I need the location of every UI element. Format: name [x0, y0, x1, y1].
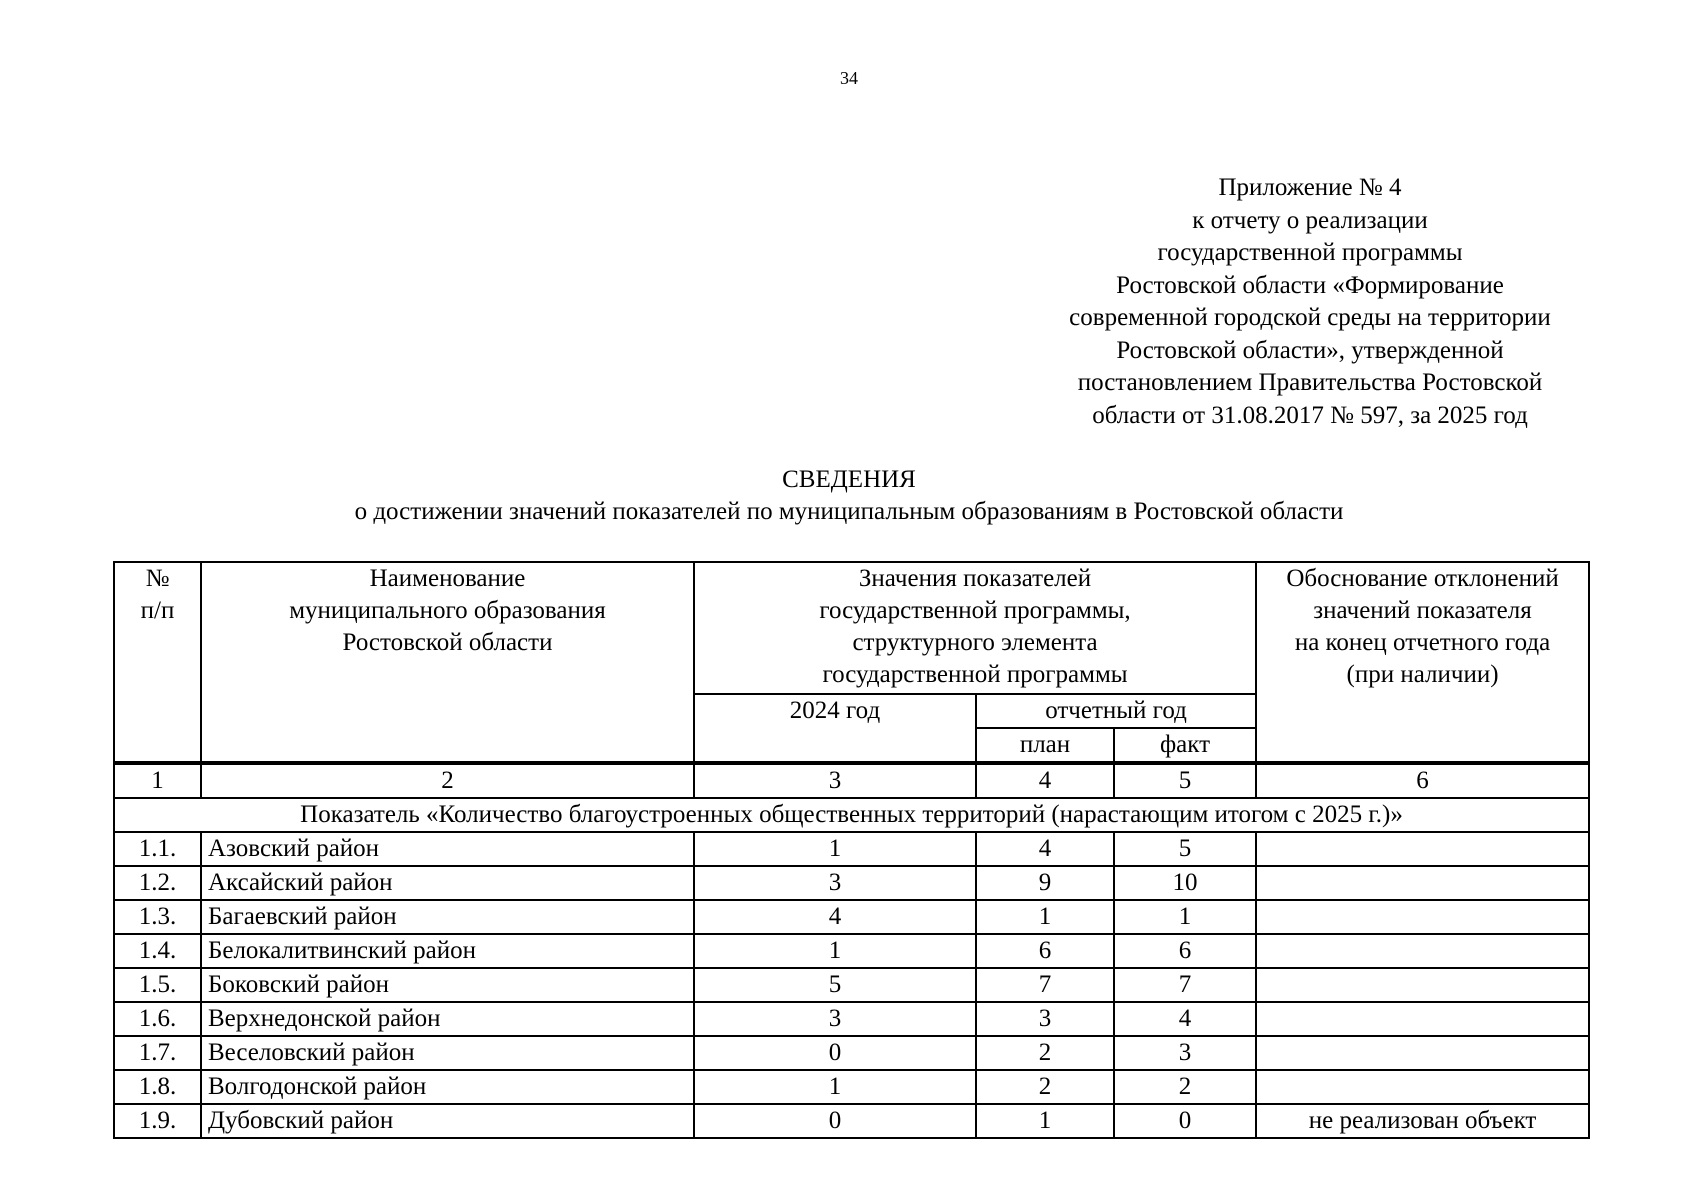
value-fact: 6 [1114, 934, 1256, 968]
header-report-year: отчетный год [976, 694, 1256, 728]
municipality-name: Аксайский район [201, 866, 694, 900]
header-text: значений показателя [1313, 597, 1532, 624]
row-number: 1.9. [114, 1104, 201, 1138]
value-plan: 4 [976, 832, 1114, 866]
column-number: 6 [1256, 763, 1589, 798]
row-number: 1.8. [114, 1070, 201, 1104]
row-number: 1.5. [114, 968, 201, 1002]
section-row [114, 798, 1589, 832]
row-number: 1.3. [114, 900, 201, 934]
appendix-block [1000, 172, 1620, 432]
appendix-line: Ростовской области», утвержденной [1116, 336, 1504, 364]
header-text: п/п [140, 597, 175, 624]
table-row [114, 1104, 1589, 1138]
value-2024: 1 [694, 934, 976, 968]
header-text: (при наличии) [1346, 661, 1499, 688]
row-number: 1.1. [114, 832, 201, 866]
row-number: 1.2. [114, 866, 201, 900]
value-plan: 1 [976, 1104, 1114, 1138]
row-number: 1.7. [114, 1036, 201, 1070]
header-row [114, 562, 1589, 694]
municipality-name: Белокалитвинский район [201, 934, 694, 968]
header-text: государственной программы [822, 661, 1128, 688]
section-title: Показатель «Количество благоустроенных общественных территорий (нарастающим итогом с 2025 г.)» [114, 798, 1589, 832]
table-row [114, 900, 1589, 934]
value-2024: 3 [694, 866, 976, 900]
value-plan: 9 [976, 866, 1114, 900]
table-row [114, 1070, 1589, 1104]
header-justification [1256, 562, 1589, 763]
appendix-line: Ростовской области «Формирование [1116, 271, 1504, 299]
value-plan: 3 [976, 1002, 1114, 1036]
municipality-name: Боковский район [201, 968, 694, 1002]
justification-note [1256, 832, 1589, 866]
header-text: Значения показателей [858, 565, 1092, 592]
header-fact: факт [1114, 728, 1256, 763]
table-row [114, 1002, 1589, 1036]
page-number: 34 [840, 68, 858, 88]
header-text: на конец отчетного года [1294, 629, 1551, 656]
value-fact: 5 [1114, 832, 1256, 866]
municipality-name: Багаевский район [201, 900, 694, 934]
value-fact: 7 [1114, 968, 1256, 1002]
header-text: Наименование [369, 565, 526, 592]
appendix-line: постановлением Правительства Ростовской [1077, 369, 1543, 396]
justification-note: не реализован объект [1256, 1104, 1589, 1138]
row-number: 1.4. [114, 934, 201, 968]
justification-note [1256, 968, 1589, 1002]
municipality-name: Веселовский район [201, 1036, 694, 1070]
value-plan: 2 [976, 1070, 1114, 1104]
appendix-line: Приложение № 4 [1218, 174, 1402, 201]
document-title: СВЕДЕНИЯ [782, 466, 916, 493]
column-number: 5 [1114, 763, 1256, 798]
value-2024: 0 [694, 1036, 976, 1070]
table-row [114, 832, 1589, 866]
value-plan: 6 [976, 934, 1114, 968]
row-number: 1.6. [114, 1002, 201, 1036]
column-number: 2 [201, 763, 694, 798]
justification-note [1256, 934, 1589, 968]
header-text: государственной программы, [819, 597, 1131, 624]
table-row [114, 968, 1589, 1002]
value-2024: 3 [694, 1002, 976, 1036]
header-plan: план [976, 728, 1114, 763]
document-subtitle: о достижении значений показателей по муниципальным образованиям в Ростовской области [354, 498, 1344, 525]
column-number-row [114, 763, 1589, 798]
justification-note [1256, 1002, 1589, 1036]
column-number: 1 [114, 763, 201, 798]
value-2024: 1 [694, 1070, 976, 1104]
header-text: муниципального образования [289, 597, 606, 624]
header-indicator-values [694, 562, 1256, 694]
justification-note [1256, 866, 1589, 900]
municipality-name: Волгодонской район [201, 1070, 694, 1104]
value-fact: 1 [1114, 900, 1256, 934]
header-text: Ростовской области [342, 629, 553, 656]
header-text: № [145, 565, 170, 592]
table-row [114, 1036, 1589, 1070]
header-text: структурного элемента [852, 629, 1098, 656]
value-fact: 0 [1114, 1104, 1256, 1138]
table-row [114, 934, 1589, 968]
value-plan: 2 [976, 1036, 1114, 1070]
value-2024: 5 [694, 968, 976, 1002]
value-fact: 3 [1114, 1036, 1256, 1070]
header-text: Обоснование отклонений [1286, 565, 1559, 592]
value-plan: 7 [976, 968, 1114, 1002]
appendix-line: современной городской среды на территории [1069, 304, 1551, 331]
justification-note [1256, 1036, 1589, 1070]
value-fact: 10 [1114, 866, 1256, 900]
table-body [114, 832, 1589, 1138]
value-fact: 4 [1114, 1002, 1256, 1036]
value-fact: 2 [1114, 1070, 1256, 1104]
appendix-line: к отчету о реализации [1192, 206, 1428, 234]
value-plan: 1 [976, 900, 1114, 934]
header-municipality [201, 562, 694, 763]
value-2024: 0 [694, 1104, 976, 1138]
header-year-prev: 2024 год [694, 694, 976, 763]
appendix-line: государственной программы [1157, 239, 1463, 266]
municipality-name: Азовский район [201, 832, 694, 866]
column-number: 4 [976, 763, 1114, 798]
justification-note [1256, 1070, 1589, 1104]
header-number [114, 562, 201, 763]
value-2024: 4 [694, 900, 976, 934]
justification-note [1256, 900, 1589, 934]
appendix-line: области от 31.08.2017 № 597, за 2025 год [1092, 401, 1528, 429]
value-2024: 1 [694, 832, 976, 866]
table-row [114, 866, 1589, 900]
indicators-table [113, 561, 1590, 1139]
municipality-name: Дубовский район [201, 1104, 694, 1138]
column-number: 3 [694, 763, 976, 798]
municipality-name: Верхнедонской район [201, 1002, 694, 1036]
